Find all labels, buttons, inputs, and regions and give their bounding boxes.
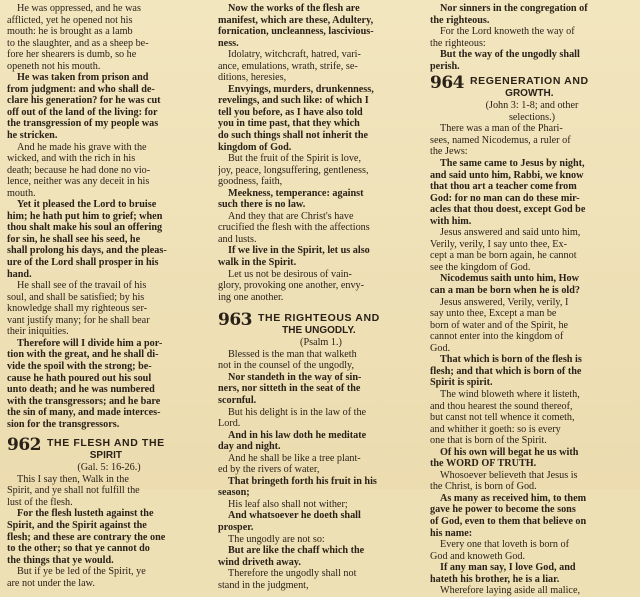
scripture-reference: (John 3: 1-8; and other [485, 100, 579, 112]
text-line: If we live in the Spirit, let us also [228, 245, 370, 257]
text-line: do such things shall not inherit the [218, 130, 369, 142]
text-line: But the fruit of the Spirit is love, [228, 153, 361, 165]
reading-title [258, 311, 380, 336]
text-line: for sin, he shall see his seed, he [7, 233, 141, 245]
text-line: tion with the great, and he shall di- [7, 349, 159, 361]
text-line: This I say then, Walk in the [17, 473, 129, 485]
text-line: are not under the law. [7, 577, 95, 589]
column-middle [218, 3, 424, 591]
text-line: prosper. [218, 521, 254, 533]
text-line: Idolatry, witchcraft, hatred, vari- [228, 49, 361, 61]
text-line: If any man say, I love God, and [440, 562, 576, 574]
text-line: cannot enter into the kingdom of [430, 331, 564, 343]
text-line: And he made his grave with the [17, 141, 147, 153]
text-line: Spirit is spirit. [430, 377, 493, 389]
text-line: And they that are Christ's have [228, 210, 354, 222]
text-block [7, 3, 211, 430]
reading-title [47, 436, 165, 461]
text-line: And whatsoever he doeth shall [228, 510, 361, 522]
text-line: Blessed is the man that walketh [228, 348, 357, 360]
text-line: and lusts. [218, 233, 257, 245]
text-block [430, 123, 634, 596]
text-line: the righteous. [430, 14, 490, 26]
scripture-reference: (Gal. 5: 16-26.) [77, 462, 141, 474]
reading-title-line1: THE RIGHTEOUS AND [258, 312, 380, 325]
text-line: Whosoever believeth that Jesus is [440, 469, 578, 481]
text-line: and whither it goeth: so is every [430, 423, 561, 435]
text-line: He was oppressed, and he was [17, 3, 141, 14]
text-block [7, 474, 211, 589]
text-line: season; [218, 487, 250, 499]
text-line: Lord. [218, 418, 241, 430]
reading-title-line1: THE FLESH AND THE [47, 437, 165, 450]
text-line: fornication, uncleanness, lascivious- [218, 26, 374, 38]
text-line: can a man be born when he is old? [430, 285, 581, 297]
text-line: The same came to Jesus by night, [440, 158, 585, 170]
text-line: His leaf also shall not wither; [228, 498, 348, 510]
text-line: clare his generation? for he was cut [7, 95, 161, 107]
text-line: not in the counsel of the ungodly, [218, 360, 354, 372]
text-line: born of water and of the Spirit, he [430, 319, 569, 331]
text-line: goodness, faith, [218, 176, 283, 188]
text-line: day and night. [218, 441, 281, 453]
text-line: their iniquities. [7, 326, 69, 338]
text-line: vide the spoil with the strong; be- [7, 360, 152, 372]
text-line: Jesus answered and said unto him, [440, 227, 581, 239]
text-line: God. [430, 342, 451, 354]
text-line: Of his own will begat he us with [440, 446, 579, 458]
text-line: flesh; and these are contrary the one [7, 531, 166, 543]
text-line: cause he hath poured out his soul [7, 372, 152, 384]
scripture-reference: (Psalm 1.) [300, 337, 342, 349]
text-line: But if ye be led of the Spirit, ye [17, 566, 146, 578]
text-block [430, 3, 634, 72]
reading-title-line2: THE UNGODLY. [282, 324, 356, 336]
text-line: the sin of many, and made interces- [7, 407, 161, 419]
text-line: Therefore will I divide him a por- [17, 337, 163, 349]
text-line: hand. [7, 268, 32, 280]
text-line: gave he power to become the sons [430, 504, 576, 516]
text-line: fore her shearers is dumb, so he [7, 49, 137, 61]
text-line: from judgment: and who shall de- [7, 83, 155, 95]
text-line: stand in the judgment, [218, 579, 309, 591]
text-line: his name: [430, 527, 473, 539]
scripture-reference-cont: selections.) [508, 111, 556, 123]
text-line: Now the works of the flesh are [228, 3, 360, 14]
text-line: him; he hath put him to grief; when [7, 210, 163, 222]
text-line: the Jews: [430, 146, 468, 158]
text-line: sion for the transgressors. [7, 418, 120, 430]
text-line: and said unto him, Rabbi, we know [430, 169, 584, 181]
text-line: off out of the land of the living: for [7, 106, 158, 118]
text-line: Wherefore laying aside all malice, [440, 585, 581, 597]
text-line: As many as received him, to them [440, 492, 587, 504]
reading-number: 962 [7, 435, 41, 456]
text-line: you in time past, that they which [218, 118, 360, 130]
text-line: the righteous: [430, 37, 486, 49]
text-line: Nor sinners in the congregation of [440, 3, 588, 14]
reading-number: 964 [430, 73, 464, 94]
reading-heading-964 [430, 74, 634, 99]
text-line: God and knoweth God. [430, 550, 526, 562]
reading-title-line1: REGENERATION AND [470, 75, 589, 88]
text-line: revelings, and such like: of which I [218, 95, 369, 107]
text-line: mouth: he is brought as a lamb [7, 26, 133, 38]
text-line: glory, provoking one another, envy- [218, 280, 365, 292]
text-line: ure of the Lord shall prosper in his [7, 257, 159, 269]
text-line: flesh; and that which is born of the [430, 365, 582, 377]
reading-title [470, 74, 589, 99]
text-line: He was taken from prison and [17, 72, 149, 84]
text-line: For the Lord knoweth the way of [440, 26, 575, 38]
text-line: the WORD OF TRUTH. [430, 458, 537, 470]
text-line: Envyings, murders, drunkenness, [228, 83, 374, 95]
text-line: God: for no man can do these mir- [430, 192, 580, 204]
text-line: crucified the flesh with the affections [218, 222, 370, 234]
text-line: soul, and shall be satisfied; by his [7, 291, 145, 303]
text-line: shall prolong his days, and the pleas- [7, 245, 167, 257]
text-line: Therefore the ungodly shall not [228, 568, 357, 580]
text-line: Spirit, and the Spirit against the [7, 519, 147, 531]
text-line: perish. [430, 60, 460, 72]
text-line: Spirit, and ye shall not fulfill the [7, 485, 140, 497]
text-line: one that is born of the Spirit. [430, 435, 547, 447]
text-line: thou shalt make his soul an offering [7, 222, 163, 234]
text-line: The wind bloweth where it listeth, [440, 388, 580, 400]
text-line: to the other; so that ye cannot do [7, 543, 150, 555]
text-line: There was a man of the Phari- [440, 123, 563, 135]
text-line: ed by the rivers of water, [218, 464, 320, 476]
reading-number: 963 [218, 310, 252, 331]
text-line: But the way of the ungodly shall [440, 49, 580, 61]
text-line: Jesus answered, Verily, verily, I [440, 296, 569, 308]
text-line: with the transgressors; and he bare [7, 395, 161, 407]
text-line: the things that ye would. [7, 554, 114, 566]
text-line: Yet it pleased the Lord to bruise [17, 199, 157, 211]
text-line: hateth his brother, he is a liar. [430, 573, 560, 585]
text-line: ditions, heresies, [218, 72, 287, 84]
text-line: ance, emulations, wrath, strife, se- [218, 60, 358, 72]
text-line: Verily, verily, I say unto thee, Ex- [430, 238, 568, 250]
text-line: lence, neither was any deceit in his [7, 176, 150, 188]
text-line: of God, even to them that believe on [430, 515, 587, 527]
text-line: But his delight is in the law of the [228, 406, 367, 418]
text-line: the transgression of my people was [7, 118, 159, 130]
text-line: scornful. [218, 394, 257, 406]
text-line: and thou hearest the sound thereof, [430, 400, 573, 412]
text-line: mouth. [7, 187, 36, 199]
text-line: ners, nor sitteth in the seat of the [218, 383, 361, 395]
text-line: The ungodly are not so: [228, 533, 325, 545]
text-line: sees, named Nicodemus, a ruler of [430, 134, 571, 146]
text-line: afflicted, yet he opened not his [7, 14, 133, 26]
text-line: ness. [218, 37, 239, 49]
text-line: joy, peace, longsuffering, gentleness, [218, 164, 369, 176]
text-line: But are like the chaff which the [228, 545, 365, 557]
text-line: That which is born of the flesh is [440, 354, 582, 366]
text-line: cept a man be born again, he cannot [430, 250, 577, 262]
text-line: openeth not his mouth. [7, 60, 101, 72]
text-line: he stricken. [7, 130, 58, 142]
text-line: say unto thee, Except a man be [430, 308, 557, 320]
text-line: vant justify many; for he shall bear [7, 314, 150, 326]
text-line: wind driveth away. [218, 556, 301, 568]
text-line: He shall see of the travail of his [17, 280, 147, 292]
reading-heading-962 [7, 436, 211, 461]
text-line: with him. [430, 215, 472, 227]
text-line: see the kingdom of God. [430, 261, 531, 273]
text-line: Every one that loveth is born of [440, 539, 570, 551]
text-line: that thou art a teacher come from [430, 181, 577, 193]
text-line: And he shall be like a tree plant- [228, 452, 361, 464]
column-right [430, 3, 634, 597]
text-line: Let us not be desirous of vain- [228, 268, 352, 280]
text-line: ing one another. [218, 291, 284, 303]
text-line: but canst not tell whence it cometh, [430, 412, 575, 424]
text-line: acles that thou doest, except God be [430, 204, 586, 216]
reading-heading-963 [218, 311, 424, 336]
text-block [218, 349, 424, 591]
text-line: That bringeth forth his fruit in his [228, 475, 377, 487]
text-line: tell you before, as I have also told [218, 106, 363, 118]
text-line: For the flesh lusteth against the [17, 508, 154, 520]
text-line: death; because he had done no vio- [7, 164, 151, 176]
text-block [218, 3, 424, 303]
text-line: wicked, and with the rich in his [7, 153, 136, 165]
column-left [7, 3, 211, 589]
text-line: unto death; and he was numbered [7, 384, 155, 396]
text-line: the Christ, is born of God. [430, 481, 537, 493]
text-line: kingdom of God. [218, 141, 292, 153]
text-line: manifest, which are these, Adultery, [218, 14, 374, 26]
text-line: Nicodemus saith unto him, How [440, 273, 579, 285]
reading-title-line2: GROWTH. [505, 87, 554, 99]
text-line: to the slaughter, and as a sheep be- [7, 37, 149, 49]
text-line: And in his law doth he meditate [228, 429, 367, 441]
text-line: walk in the Spirit. [218, 257, 297, 269]
text-line: Meekness, temperance: against [228, 187, 364, 199]
text-line: lust of the flesh. [7, 496, 73, 508]
reading-title-line2: SPIRIT [89, 449, 122, 461]
text-line: such there is no law. [218, 199, 306, 211]
text-line: Nor standeth in the way of sin- [228, 371, 362, 383]
text-line: knowledge shall my righteous ser- [7, 303, 148, 315]
